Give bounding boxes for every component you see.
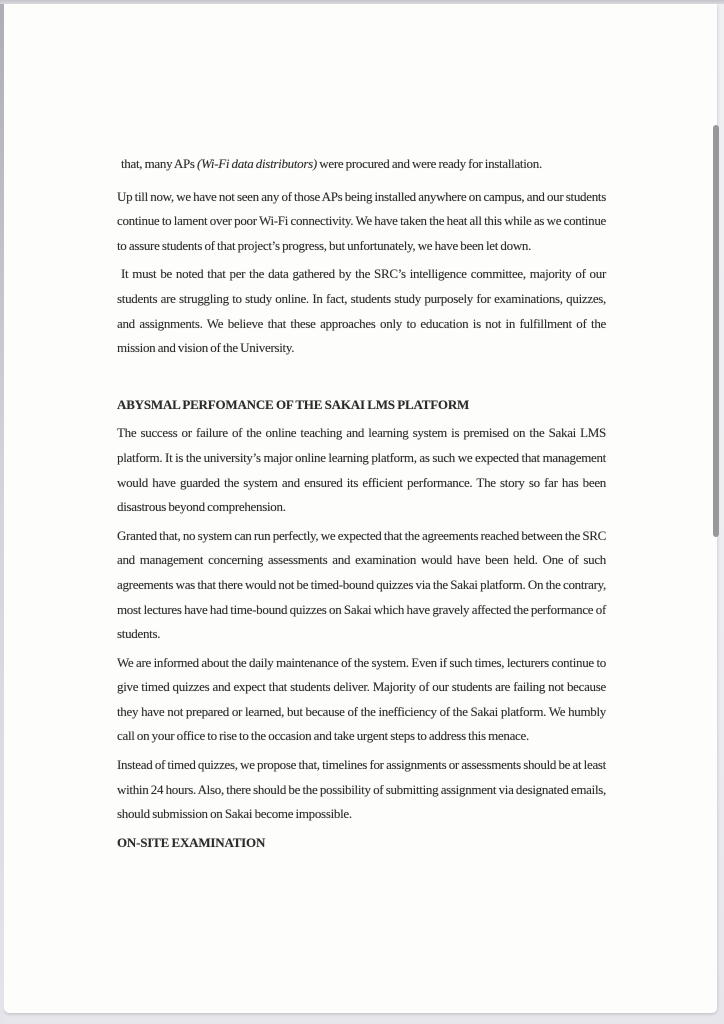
italic-wifi-distributors: (Wi-Fi data distributors) — [197, 156, 317, 171]
document-content — [117, 152, 606, 855]
paragraph-text: were procured and were ready for installation. — [316, 156, 542, 171]
viewer-left-edge — [0, 0, 4, 1024]
scrollbar-thumb[interactable] — [713, 125, 719, 537]
paragraph-text: that, many APs — [121, 156, 198, 171]
paragraph-timed-quizzes-proposal: Instead of timed quizzes, we propose that, timelines for assignments or assessments should be at least within 24 hours. Also, there should be the possibility of submitting assignment via designated emails, should submission on Sakai become impossible. — [117, 757, 606, 822]
paragraph-src-intelligence: It must be noted that per the data gathered by the SRC’s intelligence committee, majority of our students are struggling to study online. In fact, students study purposely for examinations, quizzes, and assignments. We believe that these approaches only to education is not in fulfillment of the mission and vision of the University. — [117, 266, 606, 356]
section-heading-abysmal-performance: ABYSMAL PERFOMANCE OF THE SAKAI LMS PLATFORM — [117, 396, 470, 412]
document-page[interactable] — [4, 4, 717, 1013]
viewer-top-edge — [0, 0, 724, 4]
paragraph-aps-procured — [117, 152, 606, 177]
section-heading-onsite-examination: ON-SITE EXAMINATION — [117, 834, 266, 850]
paragraph-granted-agreements: Granted that, no system can run perfectly, we expected that the agreements reached between the SRC and management concerning assessments and examination would have been held. One of such agreements was that there would not be timed-bound quizzes via the Sakai platform. On the contrary, most lectures have had time-bound quizzes on Sakai which have gravely affected the performance of students. — [117, 527, 606, 642]
paragraph-daily-maintenance: We are informed about the daily maintenance of the system. Even if such times, lecturers continue to give timed quizzes and expect that students deliver. Majority of our students are failing not because they have not prepared or learned, but because of the inefficiency of the Sakai platform. We humbly call on your office to rise to the occasion and take urgent steps to address this menace. — [117, 654, 606, 744]
paragraph-up-till-now: Up till now, we have not seen any of those APs being installed anywhere on campus, and our students continue to lament over poor Wi-Fi connectivity. We have taken the heat all this while as we continue to assure students of that project’s progress, but unfortunately, we have been let down. — [117, 188, 606, 253]
paragraph-sakai-success-failure: The success or failure of the online teaching and learning system is premised on the Sakai LMS platform. It is the university’s major online learning platform, as such we expected that management would have guarded the system and ensured its efficient performance. The story so far has been disastrous beyond comprehension. — [117, 425, 606, 515]
